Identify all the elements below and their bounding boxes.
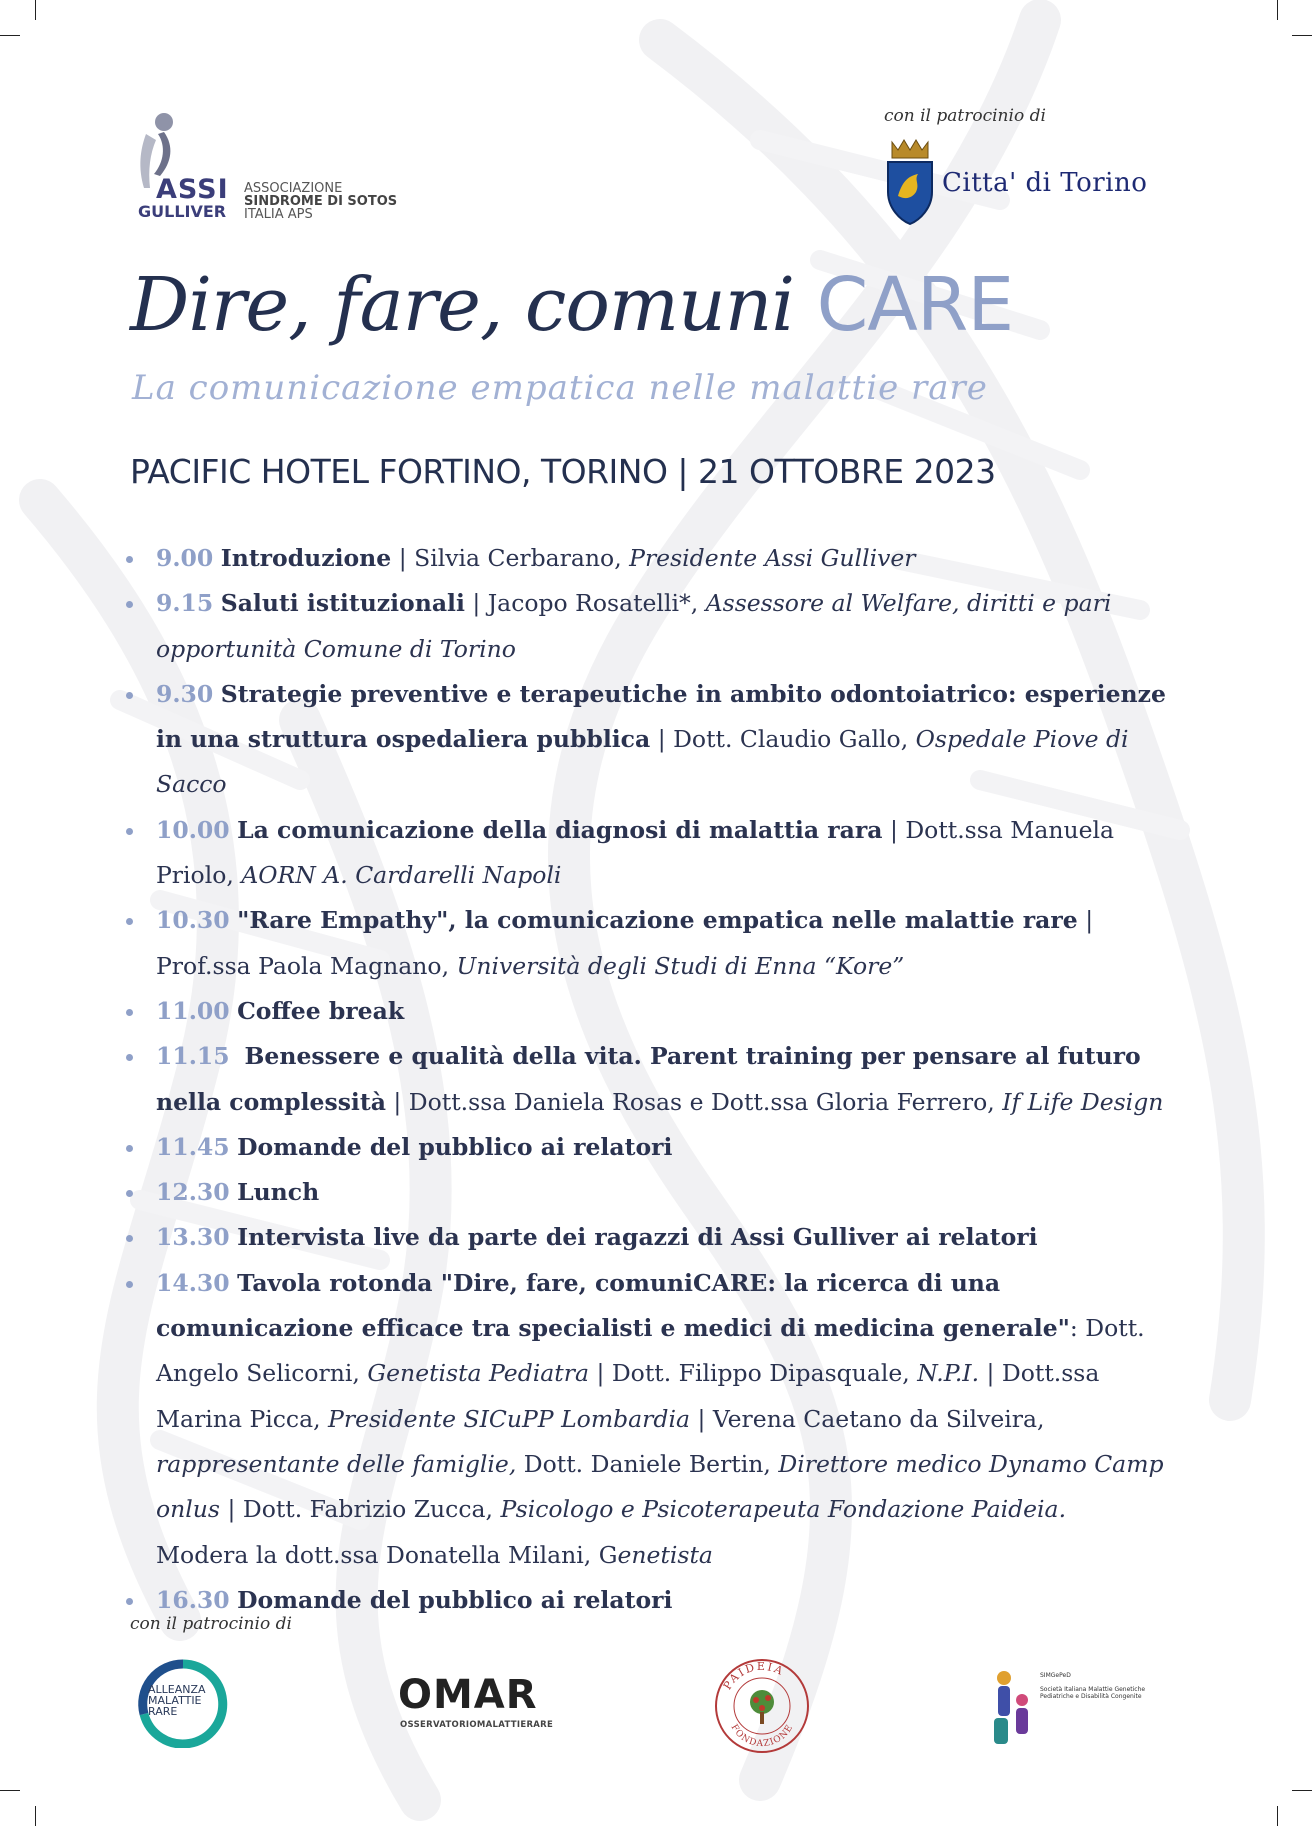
program-speaker: Jacopo Rosatelli*, [487,589,706,618]
alleanza-text [148,1684,206,1717]
alleanza-line-3: RARE [148,1705,178,1718]
program-item [126,536,1186,581]
program-role: AORN A. Cardarelli Napoli [241,861,562,890]
program-item [126,581,1186,672]
paideia-top-text: PAIDEIA [720,1659,787,1693]
program-time: 10.00 [156,815,230,844]
panel-speaker: | Dott.ssa Marina Picca, [156,1359,1100,1433]
program-time: 9.30 [156,679,214,708]
program-item [126,1125,1186,1170]
program-item [126,898,1186,989]
program-title: Intervista live da parte dei ragazzi di Assi Gulliver ai relatori [237,1223,1038,1252]
program-time: 9.00 [156,544,214,572]
program-title: Domande del pubblico ai relatori [237,1132,673,1161]
citta-di-torino-logo [884,136,1184,228]
panel-role: Genetista Pediatra [367,1359,589,1388]
svg-text:PAIDEIA [721,1660,787,1692]
event-title [130,262,1013,348]
program-sep: | [1077,906,1094,935]
alleanza-malattie-rare-logo [128,1658,238,1748]
panel-speaker: | Dott. Fabrizio Zucca, [220,1495,501,1524]
panel-role: Direttore medico Dynamo Camp onlus [156,1449,1164,1524]
program-item [126,1261,1186,1578]
program-list [126,536,1186,1623]
program-time: 16.30 [156,1585,230,1614]
program-time: 14.30 [156,1268,230,1297]
program-title: "Rare Empathy", la comunicazione empatica nelle malattie rare [237,906,1078,935]
program-title: La comunicazione della diagnosi di malattia rara [237,815,883,844]
program-title: Domande del pubblico ai relatori [237,1585,673,1614]
gulliver-word: GULLIVER [138,202,227,221]
torino-crest-icon [884,136,936,226]
panel-moderator-role: enetista [617,1540,713,1569]
omar-logo [398,1672,578,1732]
program-time: 9.15 [156,589,214,618]
program-sep: | [882,815,906,844]
assi-line-1: ASSOCIAZIONE [244,181,343,196]
assi-line-3: ITALIA APS [244,207,313,222]
venue-date: PACIFIC HOTEL FORTINO, TORINO | 21 OTTOBRE 2023 [130,452,996,491]
program-role: Presidente Assi Gulliver [629,544,916,572]
omar-subtitle: OSSERVATORIOMALATTIERARE [400,1720,554,1730]
program-title: Lunch [237,1178,320,1207]
program-role: Ospedale Piove di Sacco [156,725,1129,799]
program-speaker: Prof.ssa Paola Magnano, [156,951,457,980]
program-title: Introduzione [220,544,392,572]
title-main: Dire, fare, comuni [130,262,795,348]
program-title: Tavola rotonda "Dire, fare, comuniCARE: la ricerca di una comunicazione efficace tra specialisti e medici di medicina generale" [156,1268,1070,1343]
panel-speaker: Dott. Daniele Bertin, [516,1449,779,1478]
patronage-label-bottom: con il patrocinio di [130,1614,292,1634]
program-item [126,1170,1186,1215]
panel-role: rappresentante delle famiglie, [156,1449,517,1478]
program-speaker: Silvia Cerbarano, [414,544,630,572]
program-title: Strategie preventive e terapeutiche in ambito odontoiatrico: esperienze in una struttura ospedaliera pubblica [156,679,1166,754]
program-title: Saluti istituzionali [220,589,465,618]
panel-speaker: | Verena Caetano da Silveira, [689,1404,1045,1433]
simgeped-description: Società Italiana Malattie Genetiche Pediatriche e Disabilità Congenite [1040,1686,1146,1700]
panel-speaker: : Dott. Angelo Selicorni, [156,1314,1145,1388]
title-accent: CARE [816,262,1014,348]
event-subtitle: La comunicazione empatica nelle malattie rare [132,368,988,408]
simgeped-figures-icon [988,1668,1038,1750]
program-title: Coffee break [237,996,405,1025]
assi-association-text [244,182,397,221]
program-time: 11.00 [156,996,230,1025]
program-sep: | [464,589,488,618]
program-item [126,989,1186,1034]
program-time: 11.15 [156,1042,230,1071]
assi-gulliver-logo [130,110,430,220]
program-speaker: Dott. Claudio Gallo, [673,725,916,754]
paideia-seal-icon [712,1656,812,1756]
panel-speaker: | Dott. Filippo Dipasquale, [588,1359,918,1388]
program-time: 13.30 [156,1223,230,1252]
program-role: Università degli Studi di Enna “Kore” [456,951,905,980]
panel-role: Psicologo e Psicoterapeuta Fondazione Paideia. [500,1495,1067,1524]
program-speaker: Dott.ssa Daniela Rosas e Dott.ssa Gloria Ferrero, [408,1087,1003,1116]
assi-line-2: SINDROME DI SOTOS [244,194,398,209]
program-time: 11.45 [156,1132,230,1161]
program-time: 12.30 [156,1178,230,1207]
program-item [126,808,1186,899]
program-item [126,1034,1186,1125]
program-sep: | [391,544,415,572]
simgeped-name: SIMGePeD [1040,1672,1071,1679]
paideia-logo [712,1656,812,1756]
assi-word: ASSI [156,174,229,205]
program-title: Benessere e qualità della vita. Parent training per pensare al futuro nella complessità [156,1042,1141,1116]
patronage-label-top: con il patrocinio di [884,106,1046,126]
program-sep: | [385,1087,409,1116]
program-role: Assessore al Welfare, diritti e pari opportunità Comune di Torino [156,589,1112,663]
program-item [126,672,1186,808]
program-sep: | [650,725,674,754]
simgeped-logo [988,1668,1188,1750]
program-speaker: Dott.ssa Manuela Priolo, [156,815,1115,890]
paideia-bottom-text: FONDAZIONE [728,1722,796,1750]
program-role: If Life Design [1002,1087,1164,1116]
program-item [126,1215,1186,1260]
panel-moderator: Modera la dott.ssa Donatella Milani, G [156,1540,618,1569]
omar-word: OMAR [398,1672,538,1718]
citta-di-torino-name: Citta' di Torino [942,168,1148,198]
alleanza-line-2: MALATTIE [148,1694,202,1707]
program-time: 10.30 [156,906,230,935]
alleanza-line-1: ALLEANZA [148,1683,206,1696]
panel-role: N.P.I. [917,1359,980,1388]
panel-role: Presidente SICuPP Lombardia [328,1404,690,1433]
